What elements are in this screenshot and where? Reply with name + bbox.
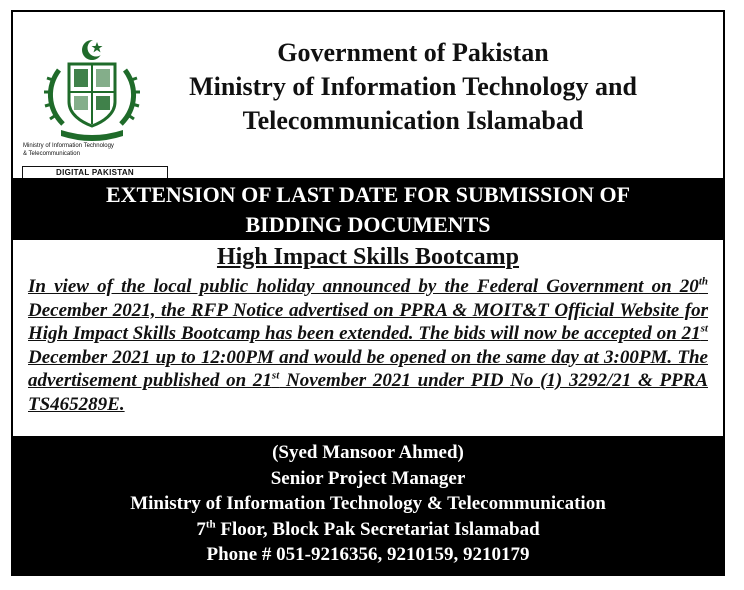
address-floor-number: 7	[196, 518, 206, 540]
title-line-2: Ministry of Information Technology and	[189, 72, 637, 101]
notice-sup-1: th	[698, 275, 708, 288]
advertisement-frame	[11, 10, 725, 576]
notice-text-1: In view of the local public holiday announced by the Federal Government on 20	[28, 276, 699, 297]
title-line-1: Government of Pakistan	[277, 38, 549, 67]
contact-block	[13, 436, 723, 574]
subject-heading: High Impact Skills Bootcamp	[216, 244, 520, 270]
notice-text-2: December 2021, the RFP Notice advertised on PPRA & MOIT&T Official Website for High Impact Skills Bootcamp has been extended. The bids will now be accepted on 21	[28, 299, 708, 344]
government-title	[153, 36, 673, 138]
contact-name: (Syed Mansoor Ahmed)	[272, 442, 464, 463]
address-floor-sup: th	[205, 518, 216, 531]
banner-line-1: EXTENSION OF LAST DATE FOR SUBMISSION OF	[105, 182, 631, 207]
contact-address	[13, 517, 723, 543]
notice-sup-2: st	[700, 322, 708, 335]
address-rest: Floor, Block Pak Secretariat Islamabad	[215, 518, 540, 540]
logo-caption-line-2: & Telecommunication	[23, 151, 80, 157]
contact-phone: Phone # 051-9216356, 9210159, 9210179	[206, 544, 530, 565]
ministry-logo	[19, 26, 169, 176]
digital-pakistan-badge: DIGITAL PAKISTAN	[22, 166, 168, 180]
logo-caption-line-1: Ministry of Information Technology	[23, 143, 114, 149]
contact-designation: Senior Project Manager	[270, 467, 466, 489]
logo-caption	[23, 142, 163, 158]
banner-line-2: BIDDING DOCUMENTS	[245, 212, 491, 237]
notice-text-3: December 2021 up to 12:00PM and would be opened on the same day at 3:00PM. The advertisement published on 21	[28, 346, 708, 391]
contact-ministry: Ministry of Information Technology & Telecommunication	[130, 493, 606, 514]
extension-banner	[13, 178, 723, 240]
notice-paragraph	[28, 275, 708, 416]
pakistan-emblem-icon	[37, 36, 147, 142]
notice-text-4: November 2021 under PID No (1) 3292/21 & PPRA TS465289E.	[28, 370, 708, 415]
notice-sup-3: st	[271, 369, 280, 382]
header	[13, 12, 723, 178]
title-line-3: Telecommunication Islamabad	[242, 106, 584, 135]
